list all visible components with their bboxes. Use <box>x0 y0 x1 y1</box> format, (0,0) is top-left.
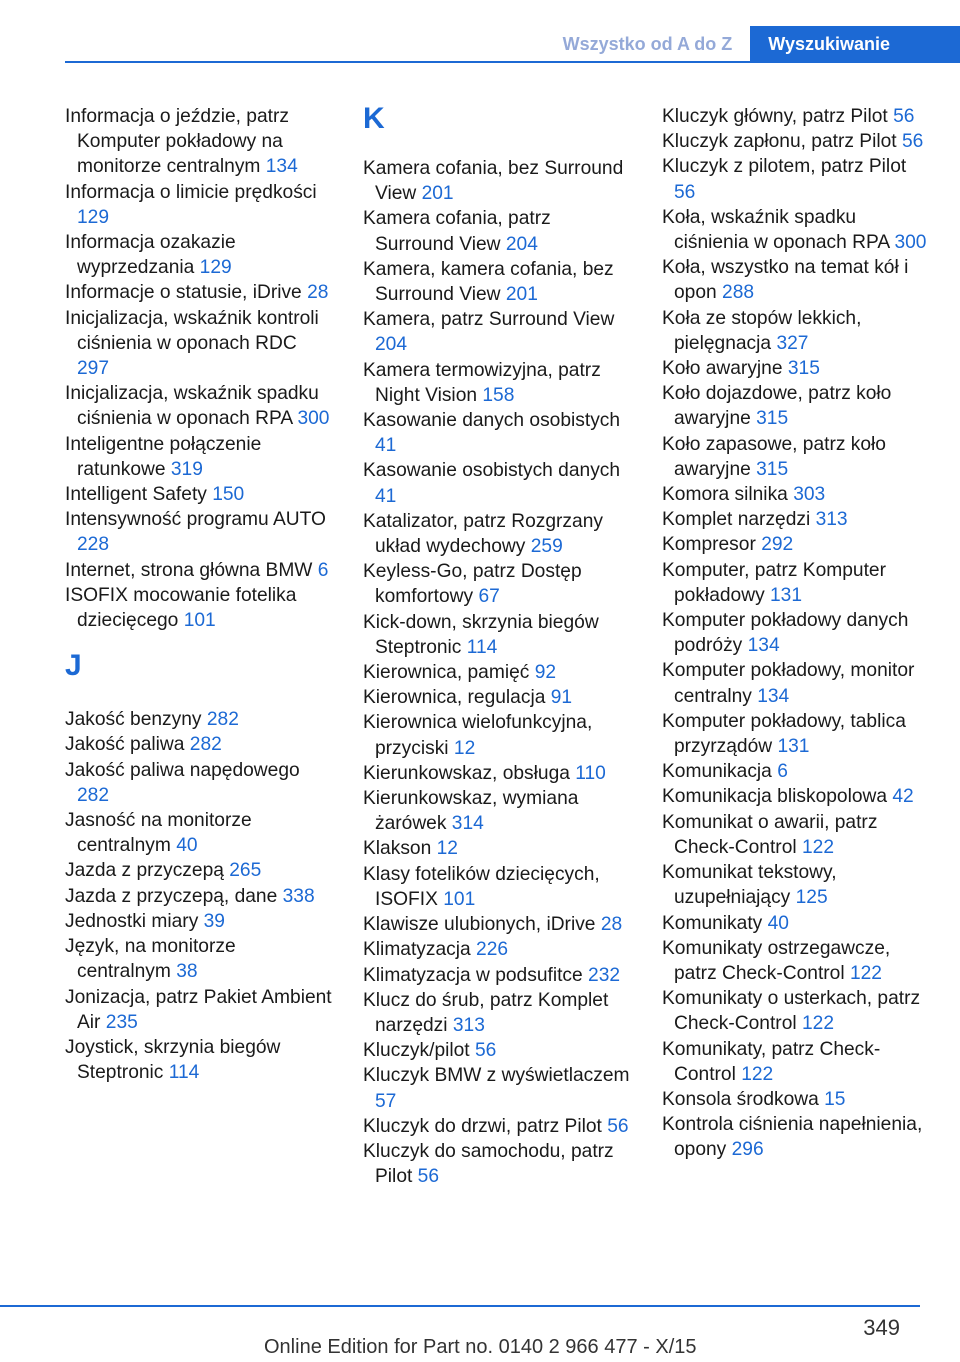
index-entry-text: Kierunkowskaz, obsługa <box>363 762 570 784</box>
index-entry-text: Koła, wskaźnik spadku ciśnienia w oponach RPA <box>662 206 890 254</box>
index-letter-heading: K <box>363 102 385 135</box>
index-entry-text: Komora silnika <box>662 484 788 506</box>
index-entry <box>363 761 631 786</box>
index-entry <box>363 257 631 307</box>
index-entry <box>662 608 932 658</box>
index-entry-text: Kluczyk z pilotem, patrz Pilot <box>662 156 907 178</box>
index-entry-text: Jonizacja, patrz Pakiet Ambient Air <box>65 986 332 1033</box>
index-entry-text: Komputer, patrz Komputer pokładowy <box>662 559 886 606</box>
index-entry-text: Kierunkowskaz, wymiana żarówek <box>363 788 579 835</box>
index-entry <box>363 458 631 508</box>
page-reference-link[interactable]: 56 <box>607 1115 629 1137</box>
index-entry <box>363 963 631 988</box>
index-entry-text: Kluczyk/pilot <box>363 1040 470 1062</box>
index-entry-text: Informacje o statusie, iDrive <box>65 282 302 304</box>
index-entry <box>363 156 631 206</box>
index-entry-text: Jazda z przyczepą, dane <box>65 885 278 907</box>
index-entry <box>662 154 932 204</box>
page-reference-link[interactable]: 265 <box>229 860 262 882</box>
index-letter-heading: J <box>65 649 82 683</box>
page-reference-link[interactable]: 122 <box>801 836 834 858</box>
page-reference-link[interactable]: 282 <box>77 784 110 806</box>
index-entry <box>662 911 932 936</box>
page-reference-link[interactable]: 6 <box>317 559 329 581</box>
index-entry-text: Jakość paliwa <box>65 734 185 756</box>
index-entry-text: Klimatyzacja <box>363 939 471 961</box>
page-reference-link[interactable]: 28 <box>307 282 329 304</box>
index-entry-text: Inicjalizacja, wskaźnik kontroli ciśnienia w oponach RDC <box>65 307 319 354</box>
page-reference-link[interactable]: 131 <box>770 584 803 606</box>
page-reference-link[interactable]: 40 <box>176 835 198 857</box>
index-entry-text: Informacja ozakazie wyprzedzania <box>65 232 236 279</box>
page-reference-link[interactable]: 158 <box>482 384 515 406</box>
page-reference-link[interactable]: 134 <box>757 685 790 707</box>
page-reference-link[interactable]: 41 <box>375 485 397 507</box>
page-reference-link[interactable]: 12 <box>436 838 458 860</box>
index-entry <box>662 507 932 532</box>
index-entry-text: Komunikat o awarii, patrz Check-Control <box>662 811 878 858</box>
index-entry <box>662 658 932 708</box>
page-reference-link[interactable]: 6 <box>777 761 788 783</box>
index-entry <box>65 732 333 757</box>
page-reference-link[interactable]: 292 <box>761 534 794 556</box>
index-entry <box>65 808 333 858</box>
index-entry <box>65 280 333 305</box>
page-reference-link[interactable]: 122 <box>849 962 882 984</box>
index-entry-text: Komunikat tekstowy, uzupełniający <box>662 862 837 909</box>
page-reference-link[interactable]: 101 <box>183 610 216 632</box>
index-entry-text: Kamera, kamera cofania, bez Surround View <box>363 258 614 306</box>
index-entry-text: Kluczyk do drzwi, patrz Pilot <box>363 1115 602 1137</box>
index-column-3 <box>662 104 932 1163</box>
index-entry-text: ISOFIX mocowanie fotelika dziecięcego <box>65 584 297 632</box>
index-entry <box>363 1139 631 1189</box>
index-entry <box>65 432 333 482</box>
index-entry-text: Koła ze stopów lekkich, pielęgnacja <box>662 307 862 354</box>
page-reference-link[interactable]: 297 <box>77 358 110 380</box>
index-entry <box>65 104 333 180</box>
index-entry <box>662 104 932 129</box>
index-entry <box>363 358 631 408</box>
index-entry-text: Keyless-Go, patrz Dostęp komfortowy <box>363 561 582 608</box>
page-reference-link[interactable]: 92 <box>534 662 557 684</box>
index-entry-text: Komunikaty <box>662 912 763 934</box>
index-entry <box>65 707 333 732</box>
index-entry <box>662 759 932 784</box>
index-entry <box>363 509 631 559</box>
index-entry <box>65 858 333 883</box>
page-reference-link[interactable]: 56 <box>674 181 696 203</box>
index-entry <box>65 482 333 507</box>
index-entry <box>363 307 631 357</box>
index-entry <box>662 709 932 759</box>
index-entry <box>662 810 932 860</box>
index-entry-text: Intensywność programu AUTO <box>65 509 326 531</box>
page-reference-link[interactable]: 38 <box>176 961 198 983</box>
page-reference-link[interactable]: 56 <box>901 131 924 153</box>
index-entry-text: Katalizator, patrz Rozgrzany układ wydechowy <box>363 510 603 558</box>
page-reference-link[interactable]: 56 <box>417 1166 440 1188</box>
page-reference-link[interactable]: 315 <box>787 358 820 380</box>
index-entry <box>65 583 333 633</box>
page-reference-link[interactable]: 15 <box>824 1088 846 1110</box>
index-entry <box>662 255 932 305</box>
index-entry-text: Kierownica, regulacja <box>363 687 546 709</box>
index-entry <box>662 205 932 255</box>
page-number: 349 <box>863 1315 900 1340</box>
index-entry <box>363 559 631 609</box>
index-entry <box>363 610 631 660</box>
index-entry <box>65 558 333 583</box>
index-entry <box>65 884 333 909</box>
index-entry-text: Kontrola ciśnienia napełnienia, opony <box>662 1114 923 1161</box>
index-entry-text: Komunikaty o usterkach, patrz Check-Control <box>662 988 921 1035</box>
page-reference-link[interactable]: 42 <box>892 786 914 808</box>
index-entry <box>363 660 631 685</box>
page-reference-link[interactable]: 56 <box>474 1040 497 1062</box>
page-reference-link[interactable]: 327 <box>776 332 809 354</box>
edition-footer: Online Edition for Part no. 0140 2 966 477 - X/15 <box>264 1336 697 1358</box>
page-reference-link[interactable]: 288 <box>722 282 755 304</box>
index-entry-text: Koło awaryjne <box>662 358 783 380</box>
index-entry <box>363 862 631 912</box>
page-reference-link[interactable]: 114 <box>466 636 498 658</box>
page-reference-link[interactable]: 12 <box>453 737 476 759</box>
index-entry-text: Kamera cofania, patrz Surround View <box>363 208 551 255</box>
index-entry-text: Kick-down, skrzynia biegów Steptronic <box>363 611 599 658</box>
index-entry <box>65 306 333 382</box>
page-reference-link[interactable]: 101 <box>443 888 476 910</box>
page-reference-link[interactable]: 315 <box>756 408 789 430</box>
index-entry-text: Koła, wszystko na temat kół i opon <box>662 257 909 304</box>
page-reference-link[interactable]: 319 <box>170 458 203 480</box>
index-entry-text: Kamera termowizyjna, patrz Night Vision <box>363 359 601 406</box>
page-reference-link[interactable]: 204 <box>505 233 538 255</box>
index-entry-text: Klucz do śrub, patrz Komplet narzędzi <box>363 989 609 1036</box>
index-entry <box>662 1037 932 1087</box>
index-entry-text: Kierownica, pamięć <box>363 662 530 684</box>
index-entry <box>662 1112 932 1162</box>
index-entry <box>662 784 932 809</box>
index-entry-text: Kamera cofania, bez Surround View <box>363 158 624 205</box>
page-reference-link[interactable]: 232 <box>588 964 621 986</box>
index-entry <box>65 758 333 808</box>
index-entry-text: Komunikaty, patrz Check-Control <box>662 1038 881 1085</box>
index-entry-text: Jakość paliwa napędowego <box>65 759 300 781</box>
index-entry-text: Kasowanie danych osobistych <box>363 410 621 432</box>
index-entry-text: Komputer pokładowy, monitor centralny <box>662 660 915 707</box>
index-entry-text: Jednostki miary <box>65 910 199 932</box>
page-reference-link[interactable]: 313 <box>815 509 848 531</box>
index-entry <box>363 988 631 1038</box>
index-entry <box>662 532 932 557</box>
page-reference-link[interactable]: 300 <box>894 232 927 254</box>
index-entry-text: Komplet narzędzi <box>662 509 811 531</box>
index-entry <box>662 482 932 507</box>
index-entry-text: Komunikacja <box>662 761 772 783</box>
index-entry <box>65 909 333 934</box>
index-entry-text: Klasy fotelików dziecięcych, ISOFIX <box>363 863 600 910</box>
index-entry <box>363 1063 631 1113</box>
index-entry <box>363 786 631 836</box>
index-entry <box>65 1035 333 1085</box>
page-reference-link[interactable]: 338 <box>282 885 315 907</box>
page-reference-link[interactable]: 235 <box>105 1011 138 1033</box>
index-column-2 <box>363 104 631 1189</box>
index-entry-text: Intelligent Safety <box>65 484 207 506</box>
index-entry <box>363 206 631 256</box>
page-reference-link[interactable]: 282 <box>189 734 222 756</box>
index-entry <box>662 986 932 1036</box>
page-reference-link[interactable]: 91 <box>550 687 573 709</box>
page-reference-link[interactable]: 67 <box>478 586 500 608</box>
index-entry <box>363 408 631 458</box>
index-entry-text: Klimatyzacja w podsufitce <box>363 964 583 986</box>
index-entry-text: Kamera, patrz Surround View <box>363 309 615 331</box>
page-reference-link[interactable]: 28 <box>600 914 623 936</box>
page-reference-link[interactable]: 296 <box>731 1139 764 1161</box>
footer-rule <box>0 1305 920 1307</box>
page-reference-link[interactable]: 114 <box>168 1062 200 1084</box>
index-entry <box>65 180 333 230</box>
page-reference-link[interactable]: 259 <box>530 536 563 558</box>
index-entry-text: Inteligentne połączenie ratunkowe <box>65 433 262 480</box>
index-entry-text: Klakson <box>363 838 432 860</box>
page-reference-link[interactable]: 226 <box>476 939 509 961</box>
page-reference-link[interactable]: 122 <box>741 1063 774 1085</box>
index-entry-text: Kompresor <box>662 534 756 556</box>
page-reference-link[interactable]: 129 <box>199 257 232 279</box>
index-entry <box>662 356 932 381</box>
page-reference-link[interactable]: 110 <box>575 762 606 784</box>
index-entry-text: Informacja o jeździe, patrz Komputer pokładowy na monitorze centralnym <box>65 106 289 178</box>
index-entry-text: Kluczyk BMW z wyświetlaczem <box>363 1065 630 1087</box>
index-entry <box>662 1087 932 1112</box>
index-entry-text: Kluczyk zapłonu, patrz Pilot <box>662 131 897 153</box>
index-entry <box>65 381 333 431</box>
page-reference-link[interactable]: 204 <box>375 334 408 356</box>
index-entry-text: Kasowanie osobistych danych <box>363 460 621 482</box>
tab-search[interactable]: Wyszukiwanie <box>750 26 960 62</box>
page-reference-link[interactable]: 122 <box>801 1013 834 1035</box>
index-entry-text: Komunikacja bliskopolowa <box>662 786 888 808</box>
index-entry <box>363 836 631 861</box>
page-reference-link[interactable]: 315 <box>756 458 789 480</box>
page-reference-link[interactable]: 39 <box>203 910 225 932</box>
index-entry <box>662 432 932 482</box>
index-entry <box>363 685 631 710</box>
index-entry <box>662 381 932 431</box>
page-reference-link[interactable]: 56 <box>893 106 915 127</box>
page-reference-link[interactable]: 41 <box>375 435 397 457</box>
index-entry-text: Jakość benzyny <box>65 709 202 731</box>
index-entry <box>662 306 932 356</box>
page-reference-link[interactable]: 150 <box>212 484 245 506</box>
page-reference-link[interactable]: 131 <box>777 736 810 758</box>
index-entry-text: Komunikaty ostrzegawcze, patrz Check-Control <box>662 937 891 984</box>
page-reference-link[interactable]: 313 <box>452 1014 485 1036</box>
page-reference-link[interactable]: 134 <box>747 635 780 657</box>
tab-a-to-z[interactable]: Wszystko od A do Z <box>562 34 733 54</box>
index-entry <box>363 1114 631 1139</box>
index-column-1 <box>65 104 333 1085</box>
page-reference-link[interactable]: 201 <box>505 284 538 306</box>
page-reference-link[interactable]: 134 <box>265 156 298 178</box>
index-entry-text: Koło dojazdowe, patrz koło awaryjne <box>662 383 892 430</box>
index-entry <box>363 937 631 962</box>
page-reference-link[interactable]: 201 <box>421 183 454 205</box>
index-entry-text: Konsola środkowa <box>662 1088 819 1110</box>
index-entry <box>662 558 932 608</box>
page-reference-link[interactable]: 125 <box>795 887 828 909</box>
index-entry <box>662 860 932 910</box>
index-entry-text: Kluczyk główny, patrz Pilot <box>662 106 888 127</box>
page-reference-link[interactable]: 228 <box>77 534 110 556</box>
page-reference-link[interactable]: 300 <box>297 408 330 430</box>
index-entry <box>65 230 333 280</box>
index-entry <box>662 936 932 986</box>
index-entry-text: Język, na monitorze centralnym <box>65 936 236 983</box>
index-entry <box>65 507 333 557</box>
index-entry <box>65 934 333 984</box>
index-entry <box>363 1038 631 1063</box>
page-reference-link[interactable]: 57 <box>375 1090 397 1112</box>
index-entry <box>363 912 631 937</box>
index-entry-text: Komputer pokładowy danych podróży <box>662 610 909 657</box>
index-entry-text: Koło zapasowe, patrz koło awaryjne <box>662 433 886 480</box>
index-entry-text: Jazda z przyczepą <box>65 860 224 882</box>
page-reference-link[interactable]: 314 <box>451 813 484 835</box>
page-reference-link[interactable]: 303 <box>793 484 826 506</box>
page-reference-link[interactable]: 129 <box>77 206 110 228</box>
index-entry-text: Informacja o limicie prędkości <box>65 181 317 203</box>
index-entry-text: Kluczyk do samochodu, patrz Pilot <box>363 1140 614 1188</box>
index-entry-text: Jasność na monitorze centralnym <box>65 810 252 857</box>
page-reference-link[interactable]: 40 <box>767 912 789 934</box>
index-entry-text: Joystick, skrzynia biegów Steptronic <box>65 1036 281 1084</box>
index-entry-text: Komputer pokładowy, tablica przyrządów <box>662 710 906 758</box>
index-entry-text: Kierownica wielofunkcyjna, przyciski <box>363 712 593 759</box>
index-entry-text: Internet, strona główna BMW <box>65 559 313 581</box>
header-rule <box>65 61 960 63</box>
index-entry-text: Inicjalizacja, wskaźnik spadku ciśnienia w oponach RPA <box>65 383 319 430</box>
index-entry <box>65 985 333 1035</box>
header-tabs <box>545 26 960 62</box>
index-entry <box>363 710 631 760</box>
page-reference-link[interactable]: 282 <box>206 709 239 731</box>
index-entry <box>662 129 932 154</box>
index-entry-text: Klawisze ulubionych, iDrive <box>363 914 596 936</box>
